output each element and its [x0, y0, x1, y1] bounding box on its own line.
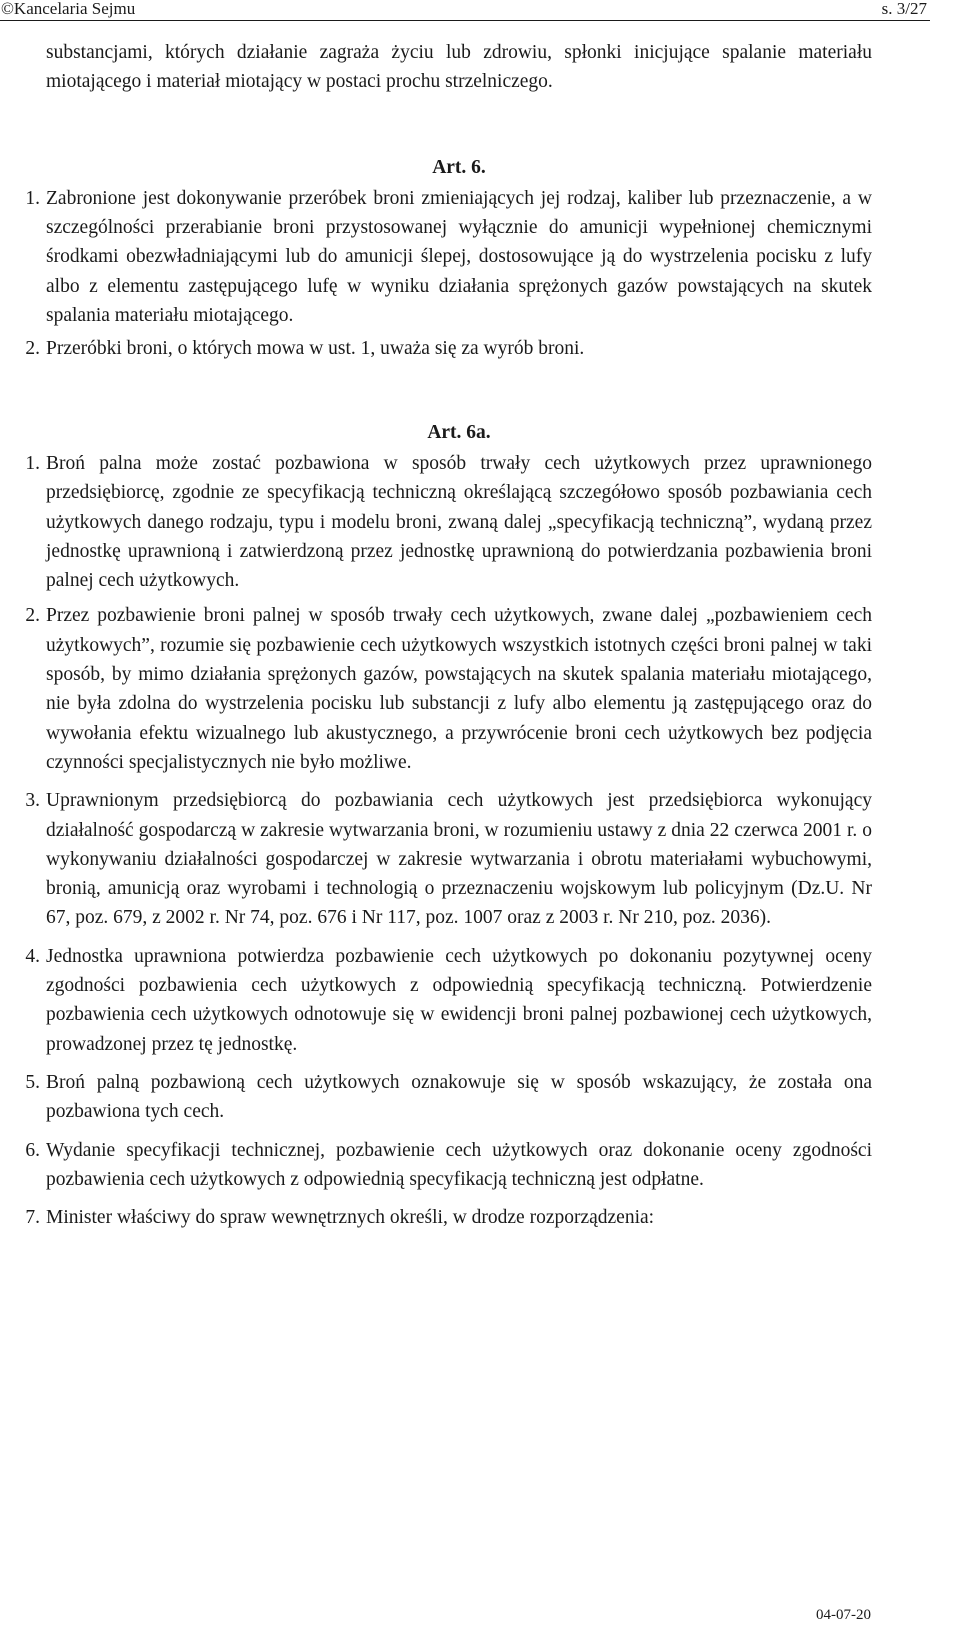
paragraph-number: 7.	[25, 1207, 40, 1229]
paragraph-text: Zabronione jest dokonywanie przeróbek broni zmieniających jej rodzaj, kaliber lub przeznaczenie, a w szczególności przerabianie broni przystosowanej wyłącznie do amunicji wypełnionej chemicznymi środkami obezwładniającymi lub do amunicji ślepej, dostosowujące ją do wystrzelenia pocisku z lufy albo z elementu zastępującego lufę w wyniku działania sprężonych gazów powstających na skutek spalania materiału miotającego.	[46, 187, 872, 327]
paragraph-text: Przez pozbawienie broni palnej w sposób trwały cech użytkowych, zwane dalej „pozbawieniem cech użytkowych”, rozumie się pozbawienie cech użytkowych wszystkich istotnych części broni palnej w taki sposób, by mimo działania sprężonych gazów, powstających na skutek spalania materiału miotającego, nie była zdolna do wystrzelenia pocisku lub substancji z lufy albo elementu ją zastępującego oraz do wywołania efektu wizualnego lub akustycznego, a przywrócenie broni cech użytkowych bez podjęcia czynności specjalistycznych nie było możliwe.	[46, 605, 872, 773]
paragraph-text: Jednostka uprawniona potwierdza pozbawienie cech użytkowych po dokonaniu pozytywnej oceny zgodności pozbawienia cech użytkowych z odpowiednią specyfikacją techniczną. Potwierdzenie pozbawienia cech użytkowych odnotowuje się w ewidencji broni palnej pozbawionej cech użytkowych, prowadzonej przez tę jednostkę.	[46, 945, 872, 1055]
paragraph-number: 3.	[25, 790, 40, 812]
document-body	[25, 38, 872, 1232]
page-number: s. 3/27	[881, 0, 927, 18]
art6a-paragraph-6	[25, 1136, 872, 1195]
paragraph-number: 4.	[25, 945, 40, 967]
paragraph-text: Przeróbki broni, o których mowa w ust. 1, uważa się za wyrób broni.	[46, 338, 585, 360]
continuation-paragraph: substancjami, których działanie zagraża życiu lub zdrowiu, spłonki inicjujące spalanie materiału miotającego i materiał miotający w postaci prochu strzelniczego.	[46, 42, 872, 93]
paragraph-number: 2.	[25, 338, 40, 360]
art6a-paragraph-7	[25, 1203, 872, 1232]
paragraph-text: Wydanie specyfikacji technicznej, pozbawienie cech użytkowych oraz dokonanie oceny zgodności pozbawienia cech użytkowych z odpowiednią specyfikacją techniczną jest odpłatne.	[46, 1139, 872, 1190]
paragraph-text: Minister właściwy do spraw wewnętrznych określi, w drodze rozporządzenia:	[46, 1207, 655, 1229]
document-date: 04-07-20	[816, 1607, 871, 1623]
paragraph-text: Uprawnionym przedsiębiorcą do pozbawiania cech użytkowych jest przedsiębiorca wykonujący działalność gospodarczą w zakresie wytwarzania broni, w rozumieniu ustawy z dnia 22 czerwca 2001 r. o wykonywaniu działalności gospodarczej w zakresie wytwarzania i obrotu materiałami wybuchowymi, bronią, amunicją oraz wyrobami i technologią o przeznaczeniu wojskowym lub policyjnym (Dz.U. Nr 67, poz. 679, z 2002 r. Nr 74, poz. 676 i Nr 117, poz. 1007 oraz z 2003 r. Nr 210, poz. 2036).	[46, 790, 872, 929]
publisher-label: ©Kancelaria Sejmu	[1, 0, 136, 18]
art6a-paragraph-4	[25, 942, 872, 1059]
paragraph-number: 6.	[25, 1139, 40, 1161]
header-divider	[0, 20, 930, 21]
article-heading-6a: Art. 6a.	[427, 421, 491, 443]
paragraph-text: Broń palną pozbawioną cech użytkowych oznakowuje się w sposób wskazujący, że została ona pozbawiona tych cech.	[46, 1071, 872, 1123]
paragraph-number: 2.	[25, 605, 40, 627]
art6-paragraph-2	[25, 334, 872, 363]
page-header	[0, 0, 960, 22]
art6a-paragraph-2	[25, 601, 872, 777]
art6-paragraph-1	[25, 184, 872, 330]
paragraph-text: Broń palna może zostać pozbawiona w sposób trwały cech użytkowych przez uprawnionego przedsiębiorcę, zgodnie ze specyfikacją techniczną określającą szczegółowo sposób pozbawiania cech użytkowych danego rodzaju, typu i modelu broni, zwaną dalej „specyfikacją techniczną”, wydaną przez jednostkę uprawnioną i zatwierdzoną przez jednostkę uprawnioną do potwierdzania pozbawienia broni palnej cech użytkowych.	[46, 452, 872, 592]
paragraph-number: 1.	[25, 452, 40, 474]
art6a-paragraph-5	[25, 1068, 872, 1127]
paragraph-number: 5.	[25, 1071, 40, 1093]
art6a-paragraph-3	[25, 786, 872, 932]
paragraph-number: 1.	[25, 187, 40, 209]
article-heading-6: Art. 6.	[432, 156, 486, 178]
art6a-paragraph-1	[25, 449, 872, 595]
